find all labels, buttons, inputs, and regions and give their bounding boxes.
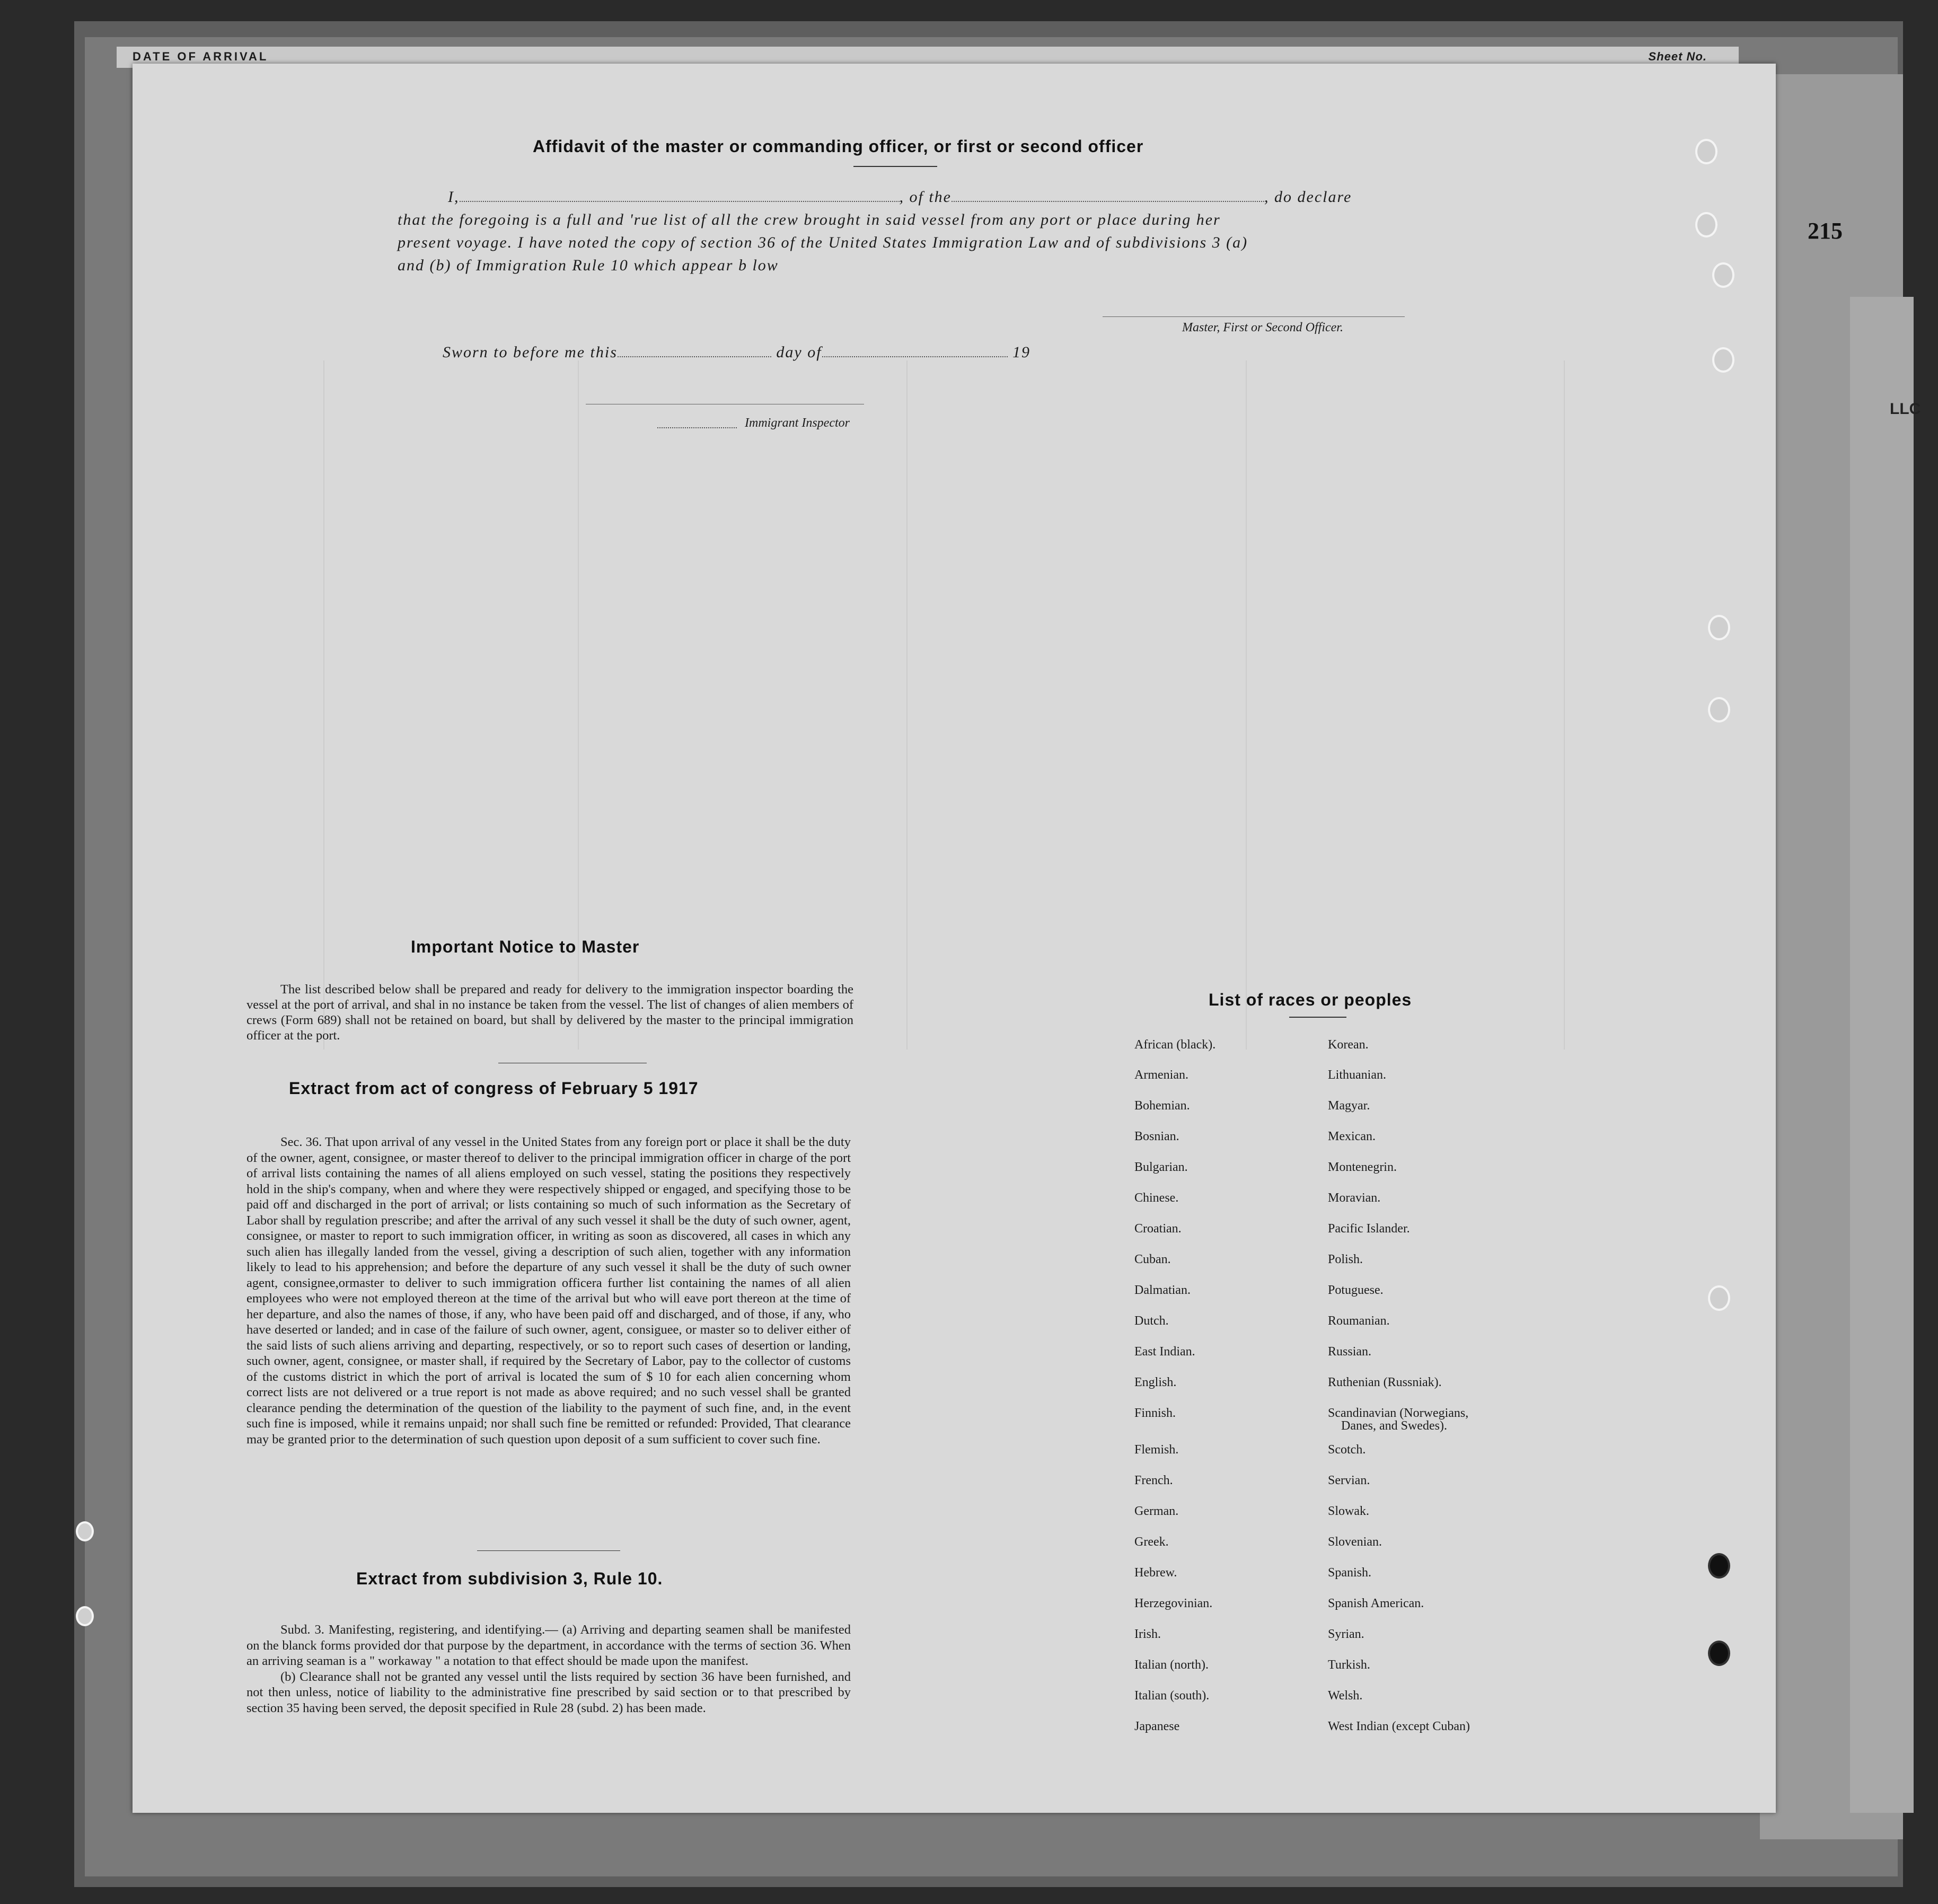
race-item: Spanish. — [1328, 1566, 1372, 1580]
race-item: Bohemian. — [1134, 1099, 1190, 1113]
race-item: Spanish American. — [1328, 1597, 1424, 1610]
race-item: Finnish. — [1134, 1406, 1176, 1420]
binder-hole — [1712, 347, 1734, 373]
subdivision-3-paragraph-b: (b) Clearance shall not be granted any vessel until the lists required by section 36 have been furnished, and not then unless, notice of liability to the administrative fine prescribed by said section or to that prescribed by section 35 having been served, the deposit specified in Rule 28 (subd. 2) has been made. — [246, 1669, 851, 1715]
race-item: Slowak. — [1328, 1504, 1369, 1518]
bleed-through-rule — [906, 360, 908, 1050]
race-item: Hebrew. — [1134, 1566, 1177, 1580]
race-item: Russian. — [1328, 1345, 1372, 1359]
race-item: Korean. — [1328, 1038, 1369, 1052]
race-item: Danes, and Swedes). — [1341, 1419, 1447, 1433]
race-item: Bulgarian. — [1134, 1160, 1188, 1174]
binder-hole — [76, 1521, 94, 1541]
race-item: Montenegrin. — [1328, 1160, 1397, 1174]
race-item: East Indian. — [1134, 1345, 1195, 1359]
heading-underline — [853, 166, 937, 167]
races-title-part: peoples — [1344, 990, 1412, 1009]
bleed-through-rule — [1564, 360, 1565, 1050]
binder-hole — [1708, 1641, 1730, 1666]
race-item: Bosnian. — [1134, 1130, 1179, 1143]
page-number: 215 — [1808, 218, 1843, 244]
sworn-year: 19 — [1012, 343, 1031, 361]
sheet-number-label: Sheet No. — [1648, 50, 1707, 63]
race-item: Dutch. — [1134, 1314, 1169, 1328]
race-item: Japanese — [1134, 1720, 1180, 1733]
race-item: Ruthenian (Russniak). — [1328, 1376, 1442, 1389]
binder-hole — [1695, 212, 1717, 237]
subdivision-3-paragraph-a: Subd. 3. Manifesting, registering, and identifying.— (a) Arriving and departing seamen shall be manifested on the blanck forms provided dor that purpose by the department, in accordance with the terms of section 36. When an arriving seaman is a " workaway " a notation to that effect should be made upon the manifest. — [246, 1623, 851, 1668]
affidavit-i: I, — [448, 188, 460, 206]
bleed-through-rule — [323, 360, 324, 1050]
race-item: Armenian. — [1134, 1068, 1188, 1082]
races-title — [1209, 990, 1412, 1010]
race-item: Mexican. — [1328, 1130, 1376, 1143]
vessel-blank — [952, 201, 1264, 202]
race-item: Scotch. — [1328, 1443, 1366, 1457]
bleed-through-rule — [1246, 360, 1247, 1050]
section-divider — [477, 1550, 620, 1551]
race-item: Syrian. — [1328, 1627, 1364, 1641]
race-item: Magyar. — [1328, 1099, 1370, 1113]
notice-title: Important Notice to Master — [411, 937, 640, 956]
race-item: Italian (south). — [1134, 1689, 1210, 1703]
subdivision-3-text — [246, 1622, 851, 1716]
date-of-arrival-label: DATE OF ARRIVAL — [133, 50, 269, 63]
affidavit-line-3: present voyage. I have noted the copy of section 36 of the United States Immigration Law and of subdivisions 3 (a) — [398, 234, 1248, 251]
races-title-underline — [1289, 1017, 1346, 1018]
binder-hole — [1708, 1285, 1730, 1311]
races-title-part: races or — [1268, 990, 1339, 1009]
affidavit-of-the: , of the — [899, 188, 952, 206]
affidavit-line-1 — [398, 186, 1405, 208]
race-item: Dalmatian. — [1134, 1283, 1191, 1297]
race-item: Croatian. — [1134, 1222, 1182, 1236]
name-blank — [460, 201, 900, 202]
race-item: Welsh. — [1328, 1689, 1363, 1703]
race-item: Turkish. — [1328, 1658, 1370, 1672]
binder-hole — [76, 1606, 94, 1626]
manifest-page — [133, 64, 1776, 1813]
race-item: Slovenian. — [1328, 1535, 1382, 1549]
race-item: West Indian (except Cuban) — [1328, 1720, 1470, 1733]
race-item: German. — [1134, 1504, 1179, 1518]
day-blank — [618, 356, 771, 357]
notice-body: The list described below shall be prepared and ready for delivery to the immigration inspector boarding the vessel at the port of arrival, and shal in no instance be taken from the vessel. The list of changes of alien members of crews (Form 689) shall not be retained on board, but shall by delivered by the master to the principal immigration officer at the port. — [246, 982, 853, 1043]
race-item: Herzegovinian. — [1134, 1597, 1213, 1610]
month-blank — [822, 356, 1008, 357]
extract-rule-title: Extract from subdivision 3, Rule 10. — [356, 1569, 663, 1588]
race-item: Lithuanian. — [1328, 1068, 1386, 1082]
affidavit-text — [398, 186, 1405, 277]
race-item: Irish. — [1134, 1627, 1161, 1641]
inspector-label: Immigrant Inspector — [745, 416, 850, 430]
race-item: French. — [1134, 1474, 1173, 1487]
master-signature-line — [1103, 316, 1405, 317]
race-item: Servian. — [1328, 1474, 1370, 1487]
extract-act-title: Extract from act of congress of February 5 1917 — [289, 1079, 699, 1098]
race-item: Italian (north). — [1134, 1658, 1209, 1672]
race-item: Moravian. — [1328, 1191, 1381, 1205]
sworn-day-label: day of — [776, 343, 822, 361]
affidavit-heading: Affidavit of the master or commanding officer, or first or second officer — [533, 137, 1144, 156]
affidavit-line-2: that the foregoing is a full and 'rue list of all the crew brought in said vessel from any port or place during her — [398, 211, 1221, 228]
binder-hole — [1695, 139, 1717, 164]
race-item: Chinese. — [1134, 1191, 1179, 1205]
sworn-prefix: Sworn to before me this — [443, 343, 618, 361]
race-item: Pacific Islander. — [1328, 1222, 1410, 1236]
binder-hole — [1708, 615, 1730, 640]
race-item: Roumanian. — [1328, 1314, 1390, 1328]
race-item: Polish. — [1328, 1253, 1363, 1266]
underlying-page-fragment: LLC — [1890, 400, 1921, 418]
affidavit-line-4: and (b) of Immigration Rule 10 which appear b low — [398, 257, 779, 274]
section-36-text: Sec. 36. That upon arrival of any vessel in the United States from any foreign port or place it shall be the duty of the owner, agent, consignee, or master thereof to deliver to the principal immigration officer in charge of the port of arrival lists containing the names of all aliens employed on such vessel, stating the positions they respectively hold in the ship's company, when and where they were respectively shipped or engaged, and specifying those to be paid off and discharged in the port of arrival; or lists containing so much of such information as the Secretary of Labor shall by regulation prescribe; and after the arrival of any such vessel it shall be the duty of such owner, agent, consignee, or master to report to such immigration officer, in writing as soon as discovered, all cases in which any such alien has illegally landed from the vessel, giving a description of such alien, together with any information likely to lead to his apprehension; and before the departure of any such vessel it shall be the duty of such owner agent, consignee,ormaster to deliver to such immigration officera further list containing the names of all alien employees who were not employed thereon at the time of the arrival but who will eave port thereon at the time of her departure, and also the names of those, if any, who have been paid off and discharged, and of those, if any, who have deserted or landed; and in case of the failure of such owner, agent, consiguee, or master so to deliver either of the said lists of such aliens arriving and departing, respectively, or so to report such cases of desertion or landing, such owner, agent, consignee, or master shall, if required by the Secretary of Labor, pay to the collector of customs of the customs district in which the port of arrival is located the sum of $ 10 for each alien concerning whom correct lists are not delivered or a true report is not made as above required; and no such vessel shall be granted clearance pending the determination of the question of the liability to the payment of such fine, and, in the event such fine is imposed, while it remains unpaid; nor shall such fine be remitted or refunded: Provided, That clearance may be granted prior to the determination of such question upon deposit of a sum sufficient to cover such fine. — [246, 1135, 851, 1447]
sworn-line — [443, 343, 1030, 362]
race-item: Greek. — [1134, 1535, 1169, 1549]
master-signature-label: Master, First or Second Officer. — [1182, 321, 1343, 334]
race-item: Scandinavian (Norwegians, — [1328, 1406, 1469, 1420]
race-item: English. — [1134, 1376, 1177, 1389]
race-item: Flemish. — [1134, 1443, 1179, 1457]
affidavit-declare: , do declare — [1264, 188, 1352, 206]
binder-hole — [1712, 262, 1734, 288]
races-title-part: List of — [1209, 990, 1263, 1009]
race-item: Potuguese. — [1328, 1283, 1384, 1297]
binder-hole — [1708, 1553, 1730, 1579]
binder-hole — [1708, 697, 1730, 722]
underlying-page-edge — [1850, 297, 1914, 1813]
race-item: African (black). — [1134, 1038, 1216, 1052]
inspector-dotted-line — [657, 427, 737, 428]
race-item: Cuban. — [1134, 1253, 1171, 1266]
